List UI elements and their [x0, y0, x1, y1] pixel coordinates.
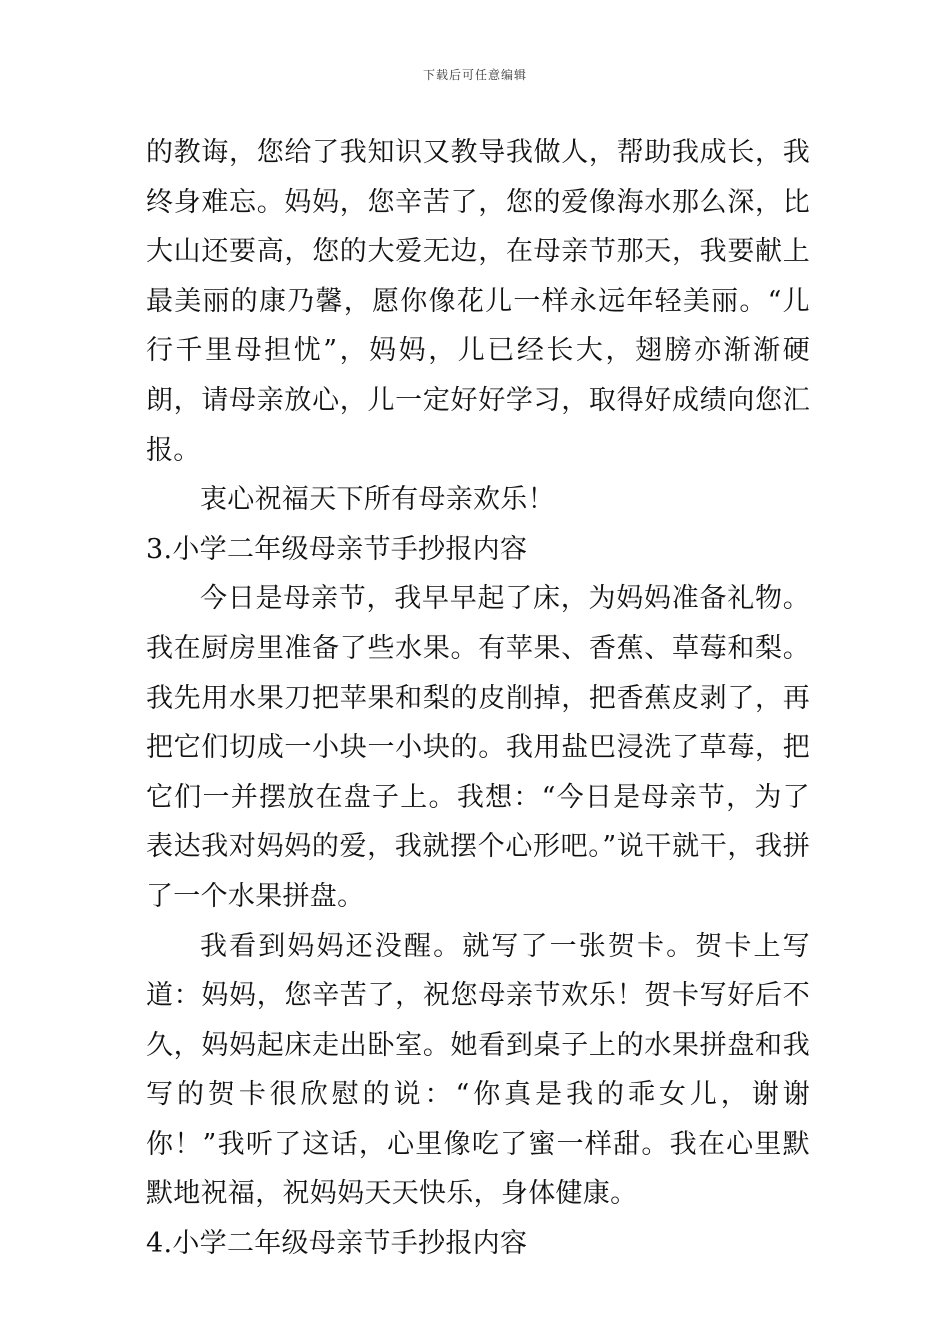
paragraph-fruit-platter: 今日是母亲节，我早早起了床，为妈妈准备礼物。我在厨房里准备了些水果。有苹果、香蕉、草莓和梨。我先用水果刀把苹果和梨的皮削掉，把香蕉皮剥了，再把它们切成一小块一小块的。我用盐巴浸洗了草莓，把它们一并摆放在盘子上。我想：“今日是母亲节，为了表达我对妈妈的爱，我就摆个心形吧。”说干就干，我拼了一个水果拼盘。	[146, 583, 810, 912]
header-note: 下载后可任意编辑	[422, 68, 527, 82]
section-heading-4: 4.小学二年级母亲节手抄报内容	[146, 1228, 528, 1260]
paragraph-greeting-card: 我看到妈妈还没醒。就写了一张贺卡。贺卡上写道：妈妈，您辛苦了，祝您母亲节欢乐！贺卡写好后不久，妈妈起床走出卧室。她看到桌子上的水果拼盘和我写的贺卡很欣慰的说：“你真是我的乖女儿，谢谢你！”我听了这话，心里像吃了蜜一样甜。我在心里默默地祝福，祝妈妈天天快乐，身体健康。	[146, 930, 810, 1210]
document-body	[146, 128, 810, 1269]
section-heading-3: 3.小学二年级母亲节手抄报内容	[146, 533, 528, 565]
paragraph-continuation: 的教诲，您给了我知识又教导我做人，帮助我成长，我终身难忘。妈妈，您辛苦了，您的爱像海水那么深，比大山还要高，您的大爱无边，在母亲节那天，我要献上最美丽的康乃馨，愿你像花儿一样永远年轻美丽。“儿行千里母担忧”，妈妈，儿已经长大，翅膀亦渐渐硬朗，请母亲放心，儿一定好好学习，取得好成绩向您汇报。	[146, 137, 810, 466]
paragraph-blessing: 衷心祝福天下所有母亲欢乐！	[200, 484, 555, 516]
